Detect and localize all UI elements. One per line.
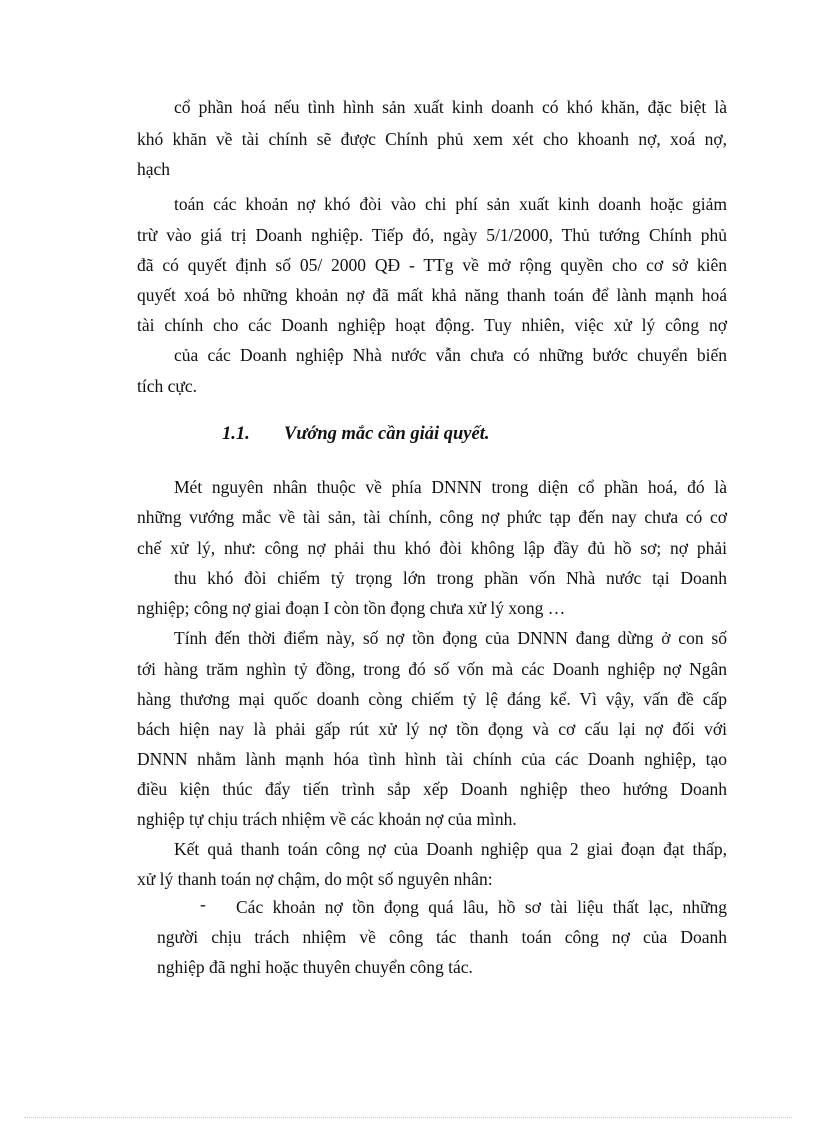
paragraph-line: toán các khoản nợ khó đòi vào chi phí sản xuất kinh doanh hoặc giảm xyxy=(174,194,727,214)
paragraph-line: nghiệp; công nợ giai đoạn I còn tồn đọng chưa xử lý xong … xyxy=(137,598,566,618)
paragraph-line: hàng thương mại quốc doanh còng chiếm tỷ lệ đáng kể. Vì vậy, vấn đề cấp xyxy=(137,689,727,709)
paragraph-line: quyết xoá bỏ những khoản nợ đã mất khả năng thanh toán để lành mạnh hoá xyxy=(137,285,727,305)
bullet-line: người chịu trách nhiệm về công tác thanh toán công nợ của Doanh xyxy=(157,927,727,947)
section-number: 1.1. xyxy=(222,424,250,444)
paragraph-line: bách hiện nay là phải gấp rút xử lý nợ tồn đọng và cơ cấu lại nợ đối với xyxy=(137,719,727,739)
page-bottom-rule xyxy=(24,1117,792,1118)
paragraph-line: của các Doanh nghiệp Nhà nước vẫn chưa có những bước chuyển biến xyxy=(174,345,727,365)
paragraph-line: cổ phần hoá nếu tình hình sản xuất kinh doanh có khó khăn, đặc biệt là xyxy=(174,97,727,117)
paragraph-line: chế xử lý, như: công nợ phải thu khó đòi không lập đầy đủ hồ sơ; nợ phải xyxy=(137,538,727,558)
paragraph-line: Kết quả thanh toán công nợ của Doanh nghiệp qua 2 giai đoạn đạt thấp, xyxy=(174,839,727,859)
paragraph-line: tích cực. xyxy=(137,376,198,396)
paragraph-line: thu khó đòi chiếm tỷ trọng lớn trong phần vốn Nhà nước tại Doanh xyxy=(174,568,727,588)
paragraph-line: tới hàng trăm nghìn tỷ đồng, trong đó số vốn mà các Doanh nghiệp nợ Ngân xyxy=(137,659,727,679)
section-title: Vướng mắc cần giải quyết. xyxy=(284,424,490,444)
paragraph-line: Tính đến thời điểm này, số nợ tồn đọng của DNNN đang dừng ở con số xyxy=(174,628,727,648)
paragraph-line: Mét nguyên nhân thuộc về phía DNNN trong diện cổ phần hoá, đó là xyxy=(174,477,727,497)
paragraph-line: xử lý thanh toán nợ chậm, do một số nguyên nhân: xyxy=(137,869,493,889)
paragraph-line: khó khăn về tài chính sẽ được Chính phủ xem xét cho khoanh nợ, xoá nợ, xyxy=(137,129,727,149)
paragraph-line: trừ vào giá trị Doanh nghiệp. Tiếp đó, ngày 5/1/2000, Thủ tướng Chính phủ xyxy=(137,225,727,245)
bullet-line: nghiệp đã nghỉ hoặc thuyên chuyển công tác. xyxy=(157,957,473,977)
paragraph-line: điều kiện thúc đẩy tiến trình sắp xếp Doanh nghiệp theo hướng Doanh xyxy=(137,779,727,799)
bullet-dash: - xyxy=(200,894,206,914)
paragraph-line: đã có quyết định số 05/ 2000 QĐ - TTg về mở rộng quyền cho cơ sở kiên xyxy=(137,255,727,275)
bullet-line: Các khoản nợ tồn đọng quá lâu, hồ sơ tài liệu thất lạc, những xyxy=(236,897,727,917)
paragraph-line: hạch xyxy=(137,159,171,179)
paragraph-line: DNNN nhằm lành mạnh hóa tình hình tài chính của các Doanh nghiệp, tạo xyxy=(137,749,727,769)
paragraph-line: nghiệp tự chịu trách nhiệm về các khoản nợ của mình. xyxy=(137,809,517,829)
paragraph-line: tài chính cho các Doanh nghiệp hoạt động. Tuy nhiên, việc xử lý công nợ xyxy=(137,315,727,335)
section-heading xyxy=(222,424,490,445)
paragraph-line: những vướng mắc về tài sản, tài chính, công nợ phức tạp đến nay chưa có cơ xyxy=(137,507,727,527)
